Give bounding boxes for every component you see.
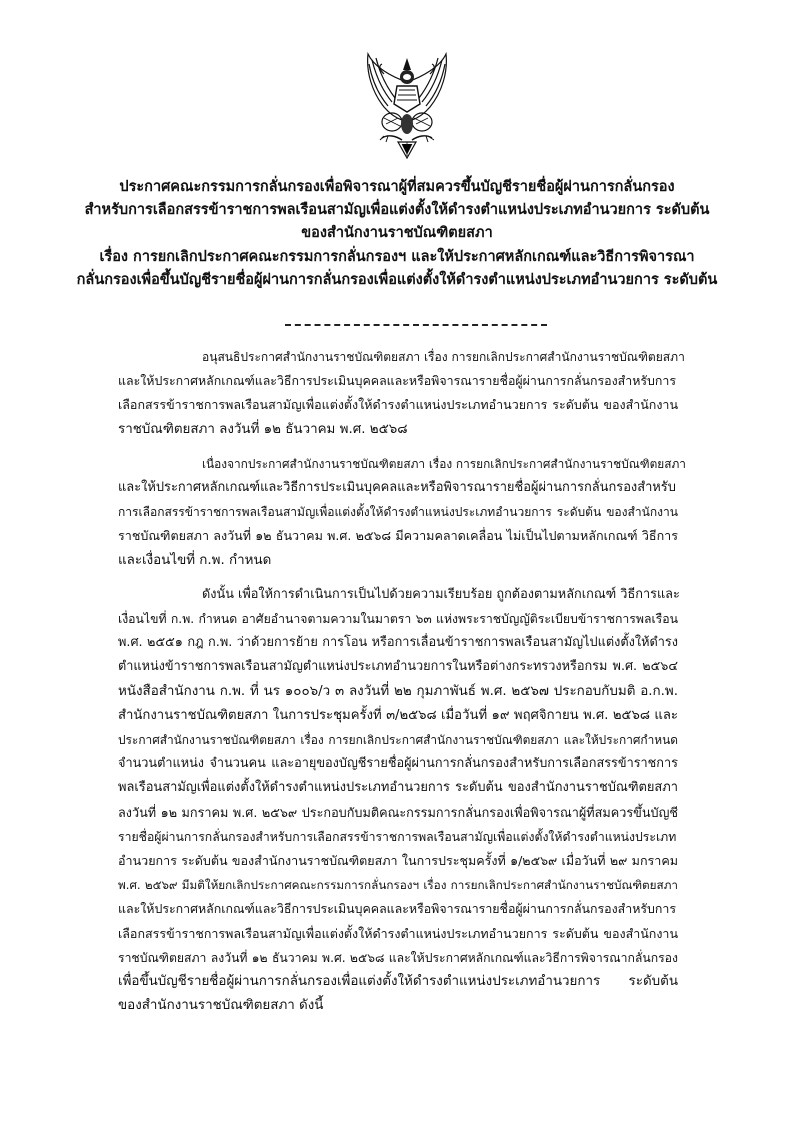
document-body [118,345,686,1028]
paragraph-line: อนุสนธิประกาศสำนักงานราชบัณฑิตยสภา เรื่อง การยกเลิกประกาศสำนักงานราชบัณฑิตยสภา [202,350,685,364]
subject-line-2: กลั่นกรองเพื่อขึ้นบัญชีรายชื่อผู้ผ่านการกลั่นกรองเพื่อแต่งตั้งให้ดำรงตำแหน่งประเภทอำนวยการ ระดับต้น [76,271,718,288]
paragraph-line: หนังสือสำนักงาน ก.พ. ที่ นร ๑๐๐๖/ว ๓ ลงวันที่ ๒๒ กุมภาพันธ์ พ.ศ. ๒๕๖๗ ประกอบกับมติ อ.ก.พ. [118,683,678,699]
paragraph-line: พ.ศ. ๒๕๕๑ กฎ ก.พ. ว่าด้วยการย้าย การโอน หรือการเลื่อนข้าราชการพลเรือนสามัญไปแต่งตั้งให้ดำรง [118,635,678,651]
paragraph-line: เพื่อขึ้นบัญชีรายชื่อผู้ผ่านการกลั่นกรองเพื่อแต่งตั้งให้ดำรงตำแหน่งประเภทอำนวยการ ระดับต้น [118,974,678,990]
paragraph-line: และให้ประกาศหลักเกณฑ์และวิธีการประเมินบุคคลและหรือพิจารณารายชื่อผู้ผ่านการกลั่นกรองสำหรับการ [118,373,677,389]
title-line-1: ประกาศคณะกรรมการกลั่นกรองเพื่อพิจารณาผู้ที่สมควรขึ้นบัญชีรายชื่อผู้ผ่านการกลั่นกรอง [119,179,675,195]
dashed-separator [285,324,547,326]
paragraph-line: จำนวนตำแหน่ง จำนวนคน และอายุของบัญชีรายชื่อผู้ผ่านการกลั่นกรองสำหรับการเลือกสรรข้าราชการ [118,756,678,772]
paragraph-line: และเงื่อนไขที่ ก.พ. กำหนด [118,552,272,568]
paragraph-line: ลงวันที่ ๑๒ มกราคม พ.ศ. ๒๕๖๙ ประกอบกับมติคณะกรรมการกลั่นกรองเพื่อพิจารณาผู้ที่สมควรขึ้นบัญชี [118,804,678,820]
paragraph-line: และให้ประกาศหลักเกณฑ์และวิธีการประเมินบุคคลและหรือพิจารณารายชื่อผู้ผ่านการกลั่นกรองสำหรับ [118,480,676,496]
paragraph-line: เนื่องจากประกาศสำนักงานราชบัณฑิตยสภา เรื่อง การยกเลิกประกาศสำนักงานราชบัณฑิตยสภา [202,456,686,471]
subject-line-1: เรื่อง การยกเลิกประกาศคณะกรรมการกลั่นกรองฯ และให้ประกาศหลักเกณฑ์และวิธีการพิจารณา [99,248,695,265]
paragraph-line: ราชบัณฑิตยสภา ลงวันที่ ๑๒ ธันวาคม พ.ศ. ๒๕๖๘ [118,421,408,437]
paragraph-line: เลือกสรรข้าราชการพลเรือนสามัญเพื่อแต่งตั้งให้ดำรงตำแหน่งประเภทอำนวยการ ระดับต้น ของสำนักงาน [118,925,678,941]
paragraph-line: เงื่อนไขที่ ก.พ. กำหนด อาศัยอำนาจตามความในมาตรา ๖๓ แห่งพระราชบัญญัติระเบียบข้าราชการพลเรือน [118,612,678,627]
title-line-2: สำหรับการเลือกสรรข้าราชการพลเรือนสามัญเพื่อแต่งตั้งให้ดำรงตำแหน่งประเภทอำนวยการ ระดับต้น [84,202,710,219]
paragraph-line: ราชบัณฑิตยสภา ลงวันที่ ๑๒ ธันวาคม พ.ศ. ๒๕๖๘ และให้ประกาศหลักเกณฑ์และวิธีการพิจารณากลั่นกรอง [118,950,678,965]
paragraph-line: ราชบัณฑิตยสภา ลงวันที่ ๑๒ ธันวาคม พ.ศ. ๒๕๖๘ มีความคลาดเคลื่อน ไม่เป็นไปตามหลักเกณฑ์ วิธีการ [118,528,678,544]
paragraph-line: ตำแหน่งข้าราชการพลเรือนสามัญตำแหน่งประเภทอำนวยการในหรือต่างกระทรวงหรือกรม พ.ศ. ๒๕๖๔ [118,659,678,675]
paragraph-line: อำนวยการ ระดับต้น ของสำนักงานราชบัณฑิตยสภา ในการประชุมครั้งที่ ๑/๒๕๖๙ เมื่อวันที่ ๒๙ มกราคม [118,853,678,869]
paragraph-line: ของสำนักงานราชบัณฑิตยสภา ดังนี้ [118,998,324,1014]
paragraph-line: รายชื่อผู้ผ่านการกลั่นกรองสำหรับการเลือกสรรข้าราชการพลเรือนสามัญเพื่อแต่งตั้งให้ดำรงตำแหน่งประเภท [118,829,677,844]
paragraph-line: และให้ประกาศหลักเกณฑ์และวิธีการประเมินบุคคลและหรือพิจารณารายชื่อผู้ผ่านการกลั่นกรองสำหรับการ [118,901,677,917]
announcement-title [60,176,734,292]
paragraph-3 [118,583,678,1019]
paragraph-line: ดังนั้น เพื่อให้การดำเนินการเป็นไปด้วยความเรียบร้อย ถูกต้องตามหลักเกณฑ์ วิธีการและ [202,586,680,602]
paragraph-2 [118,452,686,573]
paragraph-line: สำนักงานราชบัณฑิตยสภา ในการประชุมครั้งที่ ๓/๒๕๖๘ เมื่อวันที่ ๑๙ พฤศจิกายน พ.ศ. ๒๕๖๘ และ [118,707,678,723]
paragraph-1 [118,345,685,442]
paragraph-line: พลเรือนสามัญเพื่อแต่งตั้งให้ดำรงตำแหน่งประเภทอำนวยการ ระดับต้น ของสำนักงานราชบัณฑิตยสภา [118,780,678,796]
paragraph-line: พ.ศ. ๒๕๖๙ มีมติให้ยกเลิกประกาศคณะกรรมการกลั่นกรองฯ เรื่อง การยกเลิกประกาศสำนักงานราชบัณฑิตยสภา [118,878,678,893]
garuda-emblem-icon [362,52,452,162]
title-line-3: ของสำนักงานราชบัณฑิตยสภา [301,225,493,242]
paragraph-line: การเลือกสรรข้าราชการพลเรือนสามัญเพื่อแต่งตั้งให้ดำรงตำแหน่งประเภทอำนวยการ ระดับต้น ของสำนักงาน [118,505,678,520]
paragraph-line: ประกาศสำนักงานราชบัณฑิตยสภา เรื่อง การยกเลิกประกาศสำนักงานราชบัณฑิตยสภา และให้ประกาศกำหนด [118,733,678,748]
paragraph-line: เลือกสรรข้าราชการพลเรือนสามัญเพื่อแต่งตั้งให้ดำรงตำแหน่งประเภทอำนวยการ ระดับต้น ของสำนักงาน [118,397,678,413]
